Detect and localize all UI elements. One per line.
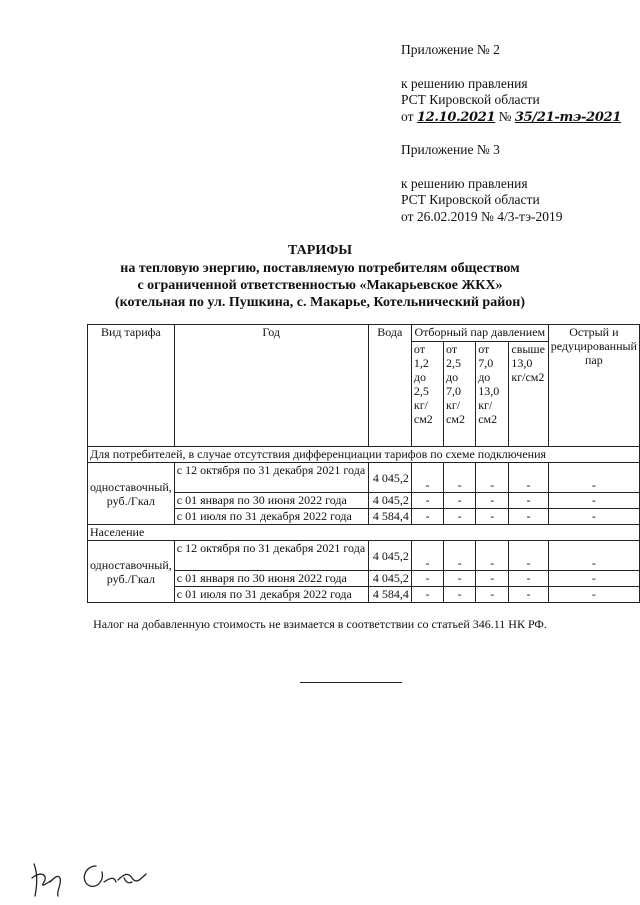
dash-cell: - <box>509 571 548 587</box>
header-pressure-2: от 2,5 до 7,0 кг/см2 <box>444 342 476 447</box>
dash-cell: - <box>411 587 443 603</box>
dash-cell: - <box>444 493 476 509</box>
period-cell: с 01 июля по 31 декабря 2022 года <box>174 509 368 525</box>
section-label-consumers: Для потребителей, в случае отсутствия дифференциации тарифов по схеме подключения <box>88 447 640 463</box>
period-cell: с 12 октября по 31 декабря 2021 года <box>174 463 368 493</box>
dash-cell: - <box>509 493 548 509</box>
period-cell: с 01 января по 30 июня 2022 года <box>174 493 368 509</box>
document-subtitle-1: на тепловую энергию, поставляемую потребителям обществом <box>120 261 520 276</box>
header-pressure-1: от 1,2 до 2,5 кг/см2 <box>411 342 443 447</box>
dash-cell: - <box>509 509 548 525</box>
dash-cell: - <box>548 493 639 509</box>
period-cell: с 01 января по 30 июня 2022 года <box>174 571 368 587</box>
dash-cell: - <box>548 541 639 571</box>
dash-cell: - <box>411 463 443 493</box>
header-pressure-3: от 7,0 до 13,0 кг/см2 <box>476 342 509 447</box>
dash-cell: - <box>509 541 548 571</box>
annex-2-line1: к решению правления <box>401 75 528 91</box>
period-cell: с 12 октября по 31 декабря 2021 года <box>174 541 368 571</box>
water-value: 4 584,4 <box>368 587 411 603</box>
annex-3-block <box>401 142 563 225</box>
table-row <box>88 463 640 493</box>
water-value: 4 045,2 <box>368 571 411 587</box>
annex-2-num-prefix: № <box>498 108 512 124</box>
dash-cell: - <box>411 493 443 509</box>
tariff-type-cell: одноставочный, руб./Гкал <box>88 541 175 603</box>
dash-cell: - <box>476 587 509 603</box>
table-row <box>88 541 640 571</box>
handwritten-signature <box>28 852 168 900</box>
water-value: 4 045,2 <box>368 493 411 509</box>
water-value: 4 045,2 <box>368 541 411 571</box>
document-title: ТАРИФЫ <box>288 243 352 258</box>
section-row <box>88 447 640 463</box>
water-value: 4 045,2 <box>368 463 411 493</box>
dash-cell: - <box>476 541 509 571</box>
vat-note: Налог на добавленную стоимость не взимается в соответствии со статьей 346.11 НК РФ. <box>93 617 547 631</box>
dash-cell: - <box>411 509 443 525</box>
header-water: Вода <box>368 325 411 447</box>
dash-cell: - <box>444 541 476 571</box>
annex-2-date-prefix: от <box>401 108 414 124</box>
annex-2-block <box>401 42 621 126</box>
annex-3-line3: от 26.02.2019 № 4/3-тэ-2019 <box>401 208 563 224</box>
table-header-row <box>88 325 640 342</box>
water-value: 4 584,4 <box>368 509 411 525</box>
dash-cell: - <box>444 571 476 587</box>
dash-cell: - <box>444 587 476 603</box>
dash-cell: - <box>548 587 639 603</box>
tariff-type-cell: одноставочный, руб./Гкал <box>88 463 175 525</box>
annex-2-date-line <box>401 109 621 127</box>
dash-cell: - <box>509 587 548 603</box>
section-row <box>88 525 640 541</box>
dash-cell: - <box>476 509 509 525</box>
dash-cell: - <box>548 463 639 493</box>
annex-2-title: Приложение № 2 <box>401 42 500 57</box>
annex-2-handwritten-number: 35/21-тэ-2021 <box>514 109 622 125</box>
dash-cell: - <box>444 509 476 525</box>
annex-3-title: Приложение № 3 <box>401 142 500 157</box>
dash-cell: - <box>548 571 639 587</box>
document-subtitle-3: (котельная по ул. Пушкина, с. Макарье, Котельнический район) <box>114 295 526 310</box>
header-year: Год <box>174 325 368 447</box>
annex-2-line2: РСТ Кировской области <box>401 92 540 107</box>
section-label-population: Население <box>88 525 640 541</box>
dash-cell: - <box>411 571 443 587</box>
header-extracted-steam: Отборный пар давлением <box>411 325 548 342</box>
header-live-steam: Острый и редуцированный пар <box>548 325 639 447</box>
dash-cell: - <box>509 463 548 493</box>
header-pressure-4: свыше 13,0 кг/см2 <box>509 342 548 447</box>
period-cell: с 01 июля по 31 декабря 2022 года <box>174 587 368 603</box>
annex-2-handwritten-date: 12.10.2021 <box>416 109 496 125</box>
divider-line <box>300 682 402 683</box>
dash-cell: - <box>476 571 509 587</box>
dash-cell: - <box>444 463 476 493</box>
document-subtitle-2: с ограниченной ответственностью «Макарьевское ЖКХ» <box>137 278 503 293</box>
dash-cell: - <box>411 541 443 571</box>
dash-cell: - <box>476 463 509 493</box>
tariff-table <box>87 324 640 603</box>
dash-cell: - <box>548 509 639 525</box>
annex-3-line1: к решению правления <box>401 175 528 191</box>
header-tariff-type: Вид тарифа <box>88 325 175 447</box>
annex-3-line2: РСТ Кировской области <box>401 192 540 207</box>
dash-cell: - <box>476 493 509 509</box>
